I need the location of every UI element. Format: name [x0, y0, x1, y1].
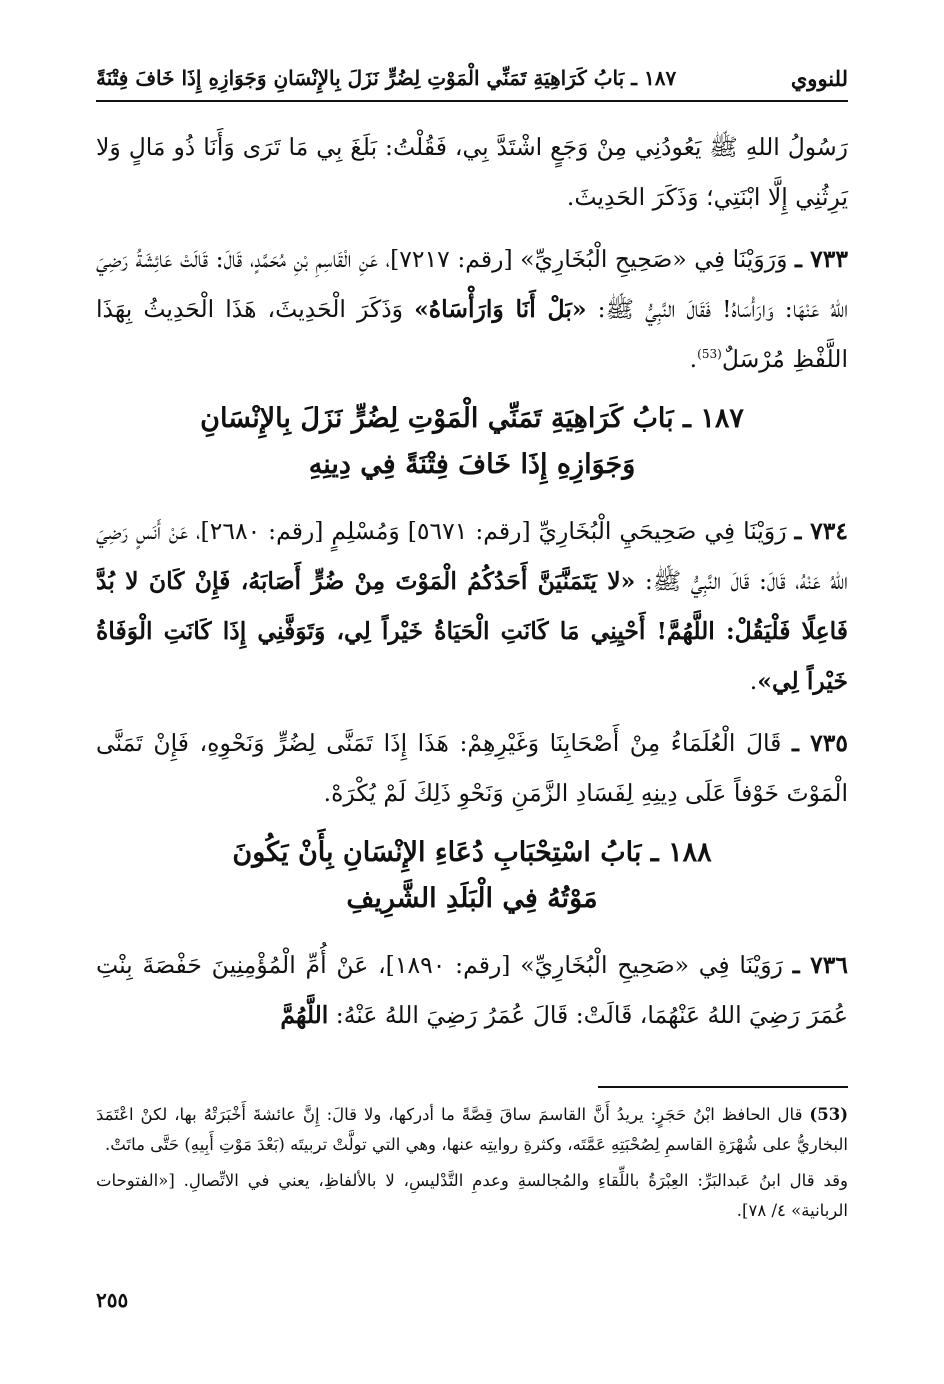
chapter-title-line-1: ١٨٨ ـ بَابُ اسْتِحْبَابِ دُعَاءِ الإِنْسَانِ بِأَنْ يَكُونَ [232, 837, 712, 868]
hadith-736 [96, 940, 848, 1040]
footnote-number: (53) [809, 1105, 848, 1124]
hadith-text: وَرَوَيْنَا فِي «صَحِيحِ الْبُخَارِيِّ» [رقم: ٧٢١٧]، عَنِ الْقَاسِمِ بْنِ مُحَمَّدٍ، قَالَ: قَالَتْ عَائِشَةُ رَضِيَ اللهُ عَنْهَا: وَارَأْسَاهُ! فَقَالَ النَّبِيُّ ﷺ: [96, 245, 848, 323]
footnotes [96, 1100, 848, 1232]
main-text [96, 122, 848, 1052]
hadith-quote: اللَّهُمَّ [280, 1001, 329, 1029]
hadith-end: . [749, 667, 758, 695]
footnote-53-continued [96, 1166, 848, 1226]
chapter-title-line-2: مَوْتُهُ فِي الْبَلَدِ الشَّرِيفِ [346, 883, 598, 914]
footnote-53 [96, 1100, 848, 1160]
page-header [96, 60, 848, 96]
header-divider [96, 100, 848, 102]
chapter-title-line-1: ١٨٧ ـ بَابُ كَرَاهِيَةِ تَمَنِّي الْمَوْتِ لِضُرٍّ نَزَلَ بِالإِنْسَانِ [200, 403, 744, 434]
chapter-title-line-2: وَجَوَازِهِ إِذَا خَافَ فِتْنَةً فِي دِينِهِ [308, 449, 636, 480]
footnote-text: قال الحافظ ابْنُ حَجَرٍ: يريدُ أَنَّ القاسمَ ساقَ قِصَّةً ما أدركها، ولا قالَ: إِنَّ عائشةَ أَخْبَرَتْهُ بها، لكنْ اعْتَمَدَ البخاريُّ على شُهْرَةِ القاسمِ لِصُحْبَتِهِ عَمَّتَه، وكثرةِ روايتِه عنها، وهي التي تولَّتْ تربيتَه (بَعْدَ مَوْتِ أَبِيهِ) حَتَّى ماتَتْ. [96, 1105, 848, 1154]
page-number: ٢٥٥ [96, 1288, 129, 1312]
hadith-end: . [689, 345, 698, 373]
hadith-number: ٧٣٤ ـ [794, 517, 848, 545]
continuation-paragraph [96, 122, 848, 222]
footnote-divider [598, 1086, 848, 1088]
hadith-quote: «لا يَتَمَنَّيَنَّ أَحَدُكُمُ الْمَوْتَ مِنْ ضُرٍّ أَصَابَهُ، فَإِنْ كَانَ لا بُدَّ فَاعِلًا فَلْيَقُلْ: اللَّهُمَّ! أَحْيِنِي مَا كَانَتِ الْحَيَاةُ خَيْراً لِي، وَتَوَفَّنِي إِذَا كَانَتِ الْوَفَاةُ خَيْراً لِي» [96, 567, 848, 695]
hadith-734 [96, 506, 848, 706]
hadith-733 [96, 234, 848, 384]
chapter-heading-187 [96, 396, 848, 488]
footnote-text-2: وقد قال ابنُ عَبدالبَرِّ: العِبْرَةُ باللِّقاءِ والمُجالسةِ وعدمِ التَّدْليسِ، لا بالألفاظِ، يعني في الاتِّصالِ. [«الفتوحات الربانية» ٤/ ٧٨]. [96, 1171, 848, 1220]
hadith-number: ٧٣٥ ـ [791, 729, 848, 757]
continuation-text: رَسُولُ اللهِ ﷺ يَعُودُنِي مِنْ وَجَعٍ اشْتَدَّ بِي، فَقُلْتُ: بَلَغَ بِي مَا تَرَى وَأَنَا ذُو مَالٍ وَلا يَرِثُنِي إِلَّا ابْنَتِي؛ وَذَكَرَ الحَدِيثَ. [96, 133, 848, 211]
hadith-number: ٧٣٦ ـ [792, 951, 848, 979]
chapter-heading-188 [96, 830, 848, 922]
hadith-text: رَوَيْنَا فِي «صَحِيحِ الْبُخَارِيِّ» [رقم: ١٨٩٠]، عَنْ أُمِّ الْمُؤْمِنِينَ حَفْصَةَ بِنْتِ عُمَرَ رَضِيَ اللهُ عَنْهُمَا، قَالَتْ: قَالَ عُمَرُ رَضِيَ اللهُ عَنْهُ: [96, 951, 848, 1029]
footnote-reference: (53) [697, 347, 722, 362]
running-title: ١٨٧ ـ بَابُ كَرَاهِيَةِ تَمَنِّي الْمَوْتِ لِضُرٍّ نَزَلَ بِالإِنْسَانِ وَجَوَازِهِ إِذَا خَافَ فِتْنَةً [96, 66, 677, 90]
hadith-735 [96, 718, 848, 818]
author-name: للنووي [790, 65, 848, 91]
hadith-number: ٧٣٣ ـ [794, 245, 848, 273]
hadith-quote: «بَلْ أَنَا وَارَأْسَاهُ» [414, 295, 587, 323]
hadith-tail: وَذَكَرَ الْحَدِيثَ، هَذَا الْحَدِيثُ بِهَذَا اللَّفْظِ مُرْسَلٌ [96, 295, 848, 373]
hadith-text: قَالَ الْعُلَمَاءُ مِنْ أَصْحَابِنَا وَغَيْرِهِمْ: هَذَا إِذَا تَمَنَّى لِضُرٍّ وَنَحْوِهِ، فَإِنْ تَمَنَّى الْمَوْتَ خَوْفاً عَلَى دِينِهِ لِفَسَادِ الزَّمَنِ وَنَحْوِ ذَلِكَ لَمْ يُكْرَهْ. [96, 729, 848, 807]
hadith-text: رَوَيْنَا فِي صَحِيحَيِ الْبُخَارِيِّ [رقم: ٥٦٧١] وَمُسْلِمٍ [رقم: ٢٦٨٠]، عَنْ أَنَسٍ رَضِيَ اللهُ عَنْهُ، قَالَ: قَالَ النَّبِيُّ ﷺ: [96, 517, 848, 595]
